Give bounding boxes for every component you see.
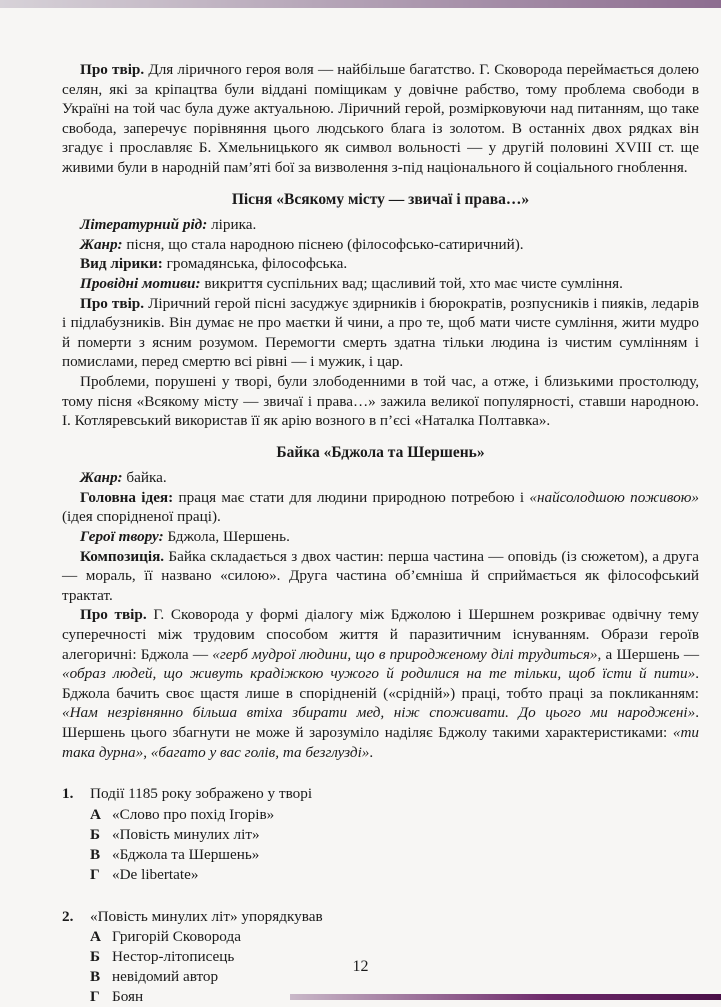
question-2: [62, 907, 699, 1007]
lyric-type-value: громадянська, філософська.: [162, 255, 348, 273]
answer-option[interactable]: [90, 825, 699, 845]
about-label: Про твір.: [80, 61, 145, 78]
song-motifs: [62, 274, 699, 294]
option-text: Боян: [112, 988, 144, 1006]
option-text: Нестор-літописець: [112, 948, 235, 966]
hornet-insult-quote-1: «ти така дурна»: [62, 724, 699, 761]
option-text: «Повість минулих літ»: [112, 825, 260, 843]
song-genre: [62, 235, 699, 255]
genre-kind-value: лірика.: [207, 216, 257, 234]
answer-option[interactable]: [90, 805, 699, 825]
bee-joy-quote: «Нам незрівнянно більша втіха збирати мед, ніж споживати. До цього ми народжені»: [62, 704, 696, 722]
song-lyric-type: [62, 254, 699, 274]
option-text: «De libertate»: [112, 865, 199, 883]
heroes-value: Бджола, Шершень.: [163, 528, 290, 546]
idea-text-end: (ідея спорідненої праці).: [62, 508, 221, 526]
composition-value: Байка складається з двох частин: перша частина — оповідь (із сюжетом), а друга — мораль, її названо «силою». Друга частина об’ємніша й сприймається як філософський трактат.: [62, 547, 699, 604]
fable-composition: [62, 547, 699, 606]
genre-kind-label: Літературний рід:: [80, 216, 208, 234]
top-edge-bar: [0, 0, 721, 8]
genre-value: пісня, що стала народною піснею (філософсько-сатиричний).: [122, 235, 524, 253]
bottom-edge-bar: [290, 994, 721, 1000]
about-paragraph-1: [62, 60, 699, 178]
song-genre-kind: [62, 215, 699, 235]
hornet-quote: «образ людей, що живуть крадіжкою чужого й родилися на те тільки, щоб їсти й пити»: [62, 665, 696, 683]
fable-about: [62, 605, 699, 762]
song-about-text: Ліричний герой пісні засуджує здирників і бюрократів, розпусників і пияків, ледарів і підлабузників. Він думає не про маєтки й чини, а про те, щоб мати чисте сумління, жити мудро й померти з ясним розумом. Перемогти смерть здатна тільки людина із чистим сумлінням і помислами, перед смертю всі рівні — і мужик, і цар.: [62, 294, 699, 371]
bee-quote: «герб мудрої людини, що в природженому ділі трудиться»: [212, 645, 598, 663]
question-text: Події 1185 року зображено у творі: [90, 785, 313, 803]
option-text: «Слово про похід Ігорів»: [112, 805, 275, 823]
answer-option[interactable]: [90, 865, 699, 885]
fable-about-text-6: .: [369, 743, 374, 761]
page-content: [62, 60, 699, 1007]
fable-about-text-4: . Шершень цього збагнути не може й зарозуміло наділяє Бджолу такими характеристиками:: [62, 704, 699, 741]
option-letter: В: [90, 968, 101, 986]
song-title: Пісня «Всякому місту — звичаї і права…»: [231, 190, 530, 208]
question-text: «Повість минулих літ» упорядкував: [90, 907, 323, 925]
fable-about-text-5: ,: [143, 743, 151, 761]
option-text: «Бджола та Шершень»: [112, 845, 260, 863]
option-letter: А: [90, 805, 101, 823]
option-letter: Г: [90, 988, 100, 1006]
idea-text: праця має стати для людини природною потребою і: [173, 488, 530, 506]
lyric-type-label: Вид лірики:: [80, 255, 163, 273]
answer-option[interactable]: [90, 845, 699, 865]
motifs-value: викриття суспільних вад; щасливий той, хто має чисте сумління.: [200, 274, 623, 292]
song-problems: Проблеми, порушені у творі, були злободенними в той час, а отже, і близькими простолюду, тому пісня «Всякому місту — звичаї і права…» зажила великої популярності, ставши народною. І. Котляревський використав її як арію возного в п’єсі «Наталка Полтавка».: [62, 372, 699, 430]
option-letter: Б: [90, 948, 101, 966]
fable-idea: [62, 488, 699, 527]
fable-about-text-2: , а Шершень —: [597, 645, 700, 663]
fable-title: Байка «Бджола та Шершень»: [276, 443, 485, 461]
genre-label: Жанр:: [80, 235, 123, 253]
option-letter: В: [90, 845, 101, 863]
fable-heroes: [62, 527, 699, 547]
heroes-label: Герої твору:: [80, 528, 164, 546]
about-text: Для ліричного героя воля — найбільше багатство. Г. Сковорода переймається долею селян, які за кріпацтва були віддані поміщикам у довічне рабство, тому проблема свободи в Україні на той час була дуже актуальною. Ліричний герой, розмірковуючи над питанням, що таке свобода, заперечує порівняння цього людського блага із золотом. В останніх двох рядках він згадує і прославляє Б. Хмельницького як символ вольності — у другій половині XVIII ст. ще живими були в народній пам’яті бої за визволення з-під національного й соціального гноблення.: [62, 61, 699, 176]
option-letter: А: [90, 928, 101, 946]
answer-options: [90, 805, 699, 885]
option-letter: Б: [90, 825, 101, 843]
hornet-insult-quote-2: «багато у вас голів, та безглузді»: [150, 743, 370, 761]
composition-label: Композиція.: [80, 547, 165, 565]
question-1: [62, 784, 699, 885]
answer-option[interactable]: [90, 927, 699, 947]
question-number: 1.: [62, 785, 74, 803]
option-text: Григорій Сковорода: [112, 928, 241, 946]
motifs-label: Провідні мотиви:: [80, 274, 201, 292]
option-text: невідомий автор: [112, 968, 219, 986]
fable-about-text-3: . Бджола бачить своє щастя лише в спорідненій («срідній») праці, тобто праці за покликанням:: [62, 665, 699, 702]
option-letter: Г: [90, 865, 100, 883]
page-number: 12: [352, 958, 369, 975]
fable-genre: [62, 468, 699, 488]
song-about-label: Про твір.: [80, 294, 145, 312]
fable-about-label: Про твір.: [80, 606, 147, 624]
idea-label: Головна ідея:: [80, 488, 174, 506]
idea-quote: «найсолодшою поживою»: [529, 488, 699, 506]
song-about: [62, 294, 699, 372]
fable-about-text-1: Г. Сковорода у формі діалогу між Бджолою і Шершнем розкриває одвічну тему суперечності між трудовим способом життя й паразитичним існуванням. Образи героїв алегоричні: Бджола —: [62, 606, 699, 663]
question-number: 2.: [62, 907, 74, 925]
fable-genre-label: Жанр:: [80, 469, 123, 487]
fable-genre-value: байка.: [122, 469, 167, 487]
